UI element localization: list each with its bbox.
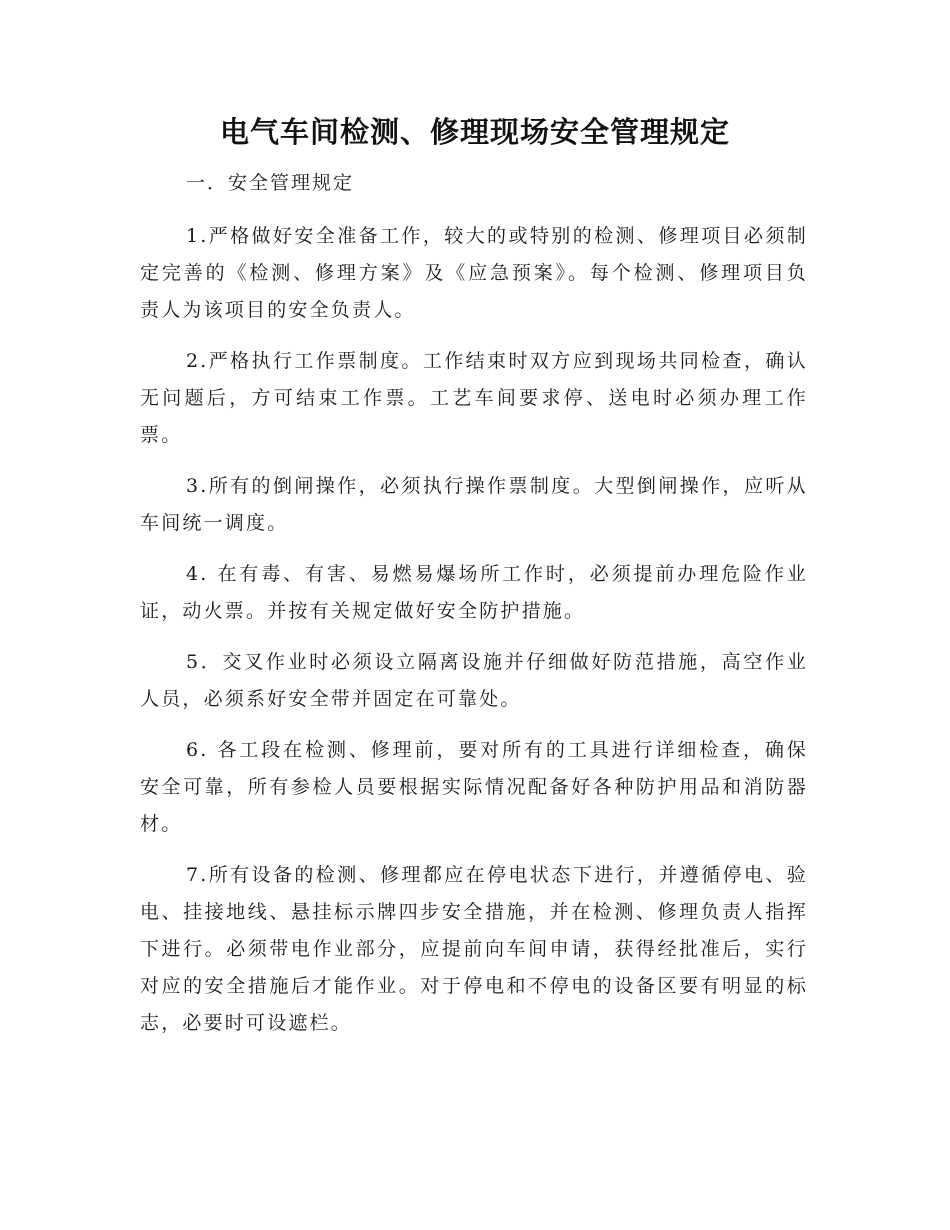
rule-paragraph-2: 2.严格执行工作票制度。工作结束时双方应到现场共同检查，确认无问题后，方可结束工作票。工艺车间要求停、送电时必须办理工作票。 xyxy=(140,350,808,446)
rule-paragraph-3: 3.所有的倒闸操作，必须执行操作票制度。大型倒闸操作，应听从车间统一调度。 xyxy=(140,475,808,534)
rule-paragraph-6: 6. 各工段在检测、修理前，要对所有的工具进行详细检查，确保安全可靠，所有参检人员要根据实际情况配备好各种防护用品和消防器材。 xyxy=(140,739,808,835)
rule-paragraph-7: 7.所有设备的检测、修理都应在停电状态下进行，并遵循停电、验电、挂接地线、悬挂标示牌四步安全措施，并在检测、修理负责人指挥下进行。必须带电作业部分，应提前向车间申请，获得经批准后，实行对应的安全措施后才能作业。对于停电和不停电的设备区要有明显的标志，必要时可设遮栏。 xyxy=(140,864,808,1034)
rule-paragraph-1: 1.严格做好安全准备工作，较大的或特别的检测、修理项目必须制定完善的《检测、修理方案》及《应急预案》。每个检测、修理项目负责人为该项目的安全负责人。 xyxy=(140,225,808,321)
rule-paragraph-5: 5．交叉作业时必须设立隔离设施并仔细做好防范措施，高空作业人员，必须系好安全带并固定在可靠处。 xyxy=(140,651,808,710)
document-title: 电气车间检测、修理现场安全管理规定 xyxy=(219,115,730,149)
document-body xyxy=(140,164,808,1042)
rule-paragraph-4: 4. 在有毒、有害、易燃易爆场所工作时，必须提前办理危险作业证，动火票。并按有关规定做好安全防护措施。 xyxy=(140,563,808,622)
section-heading: 一．安全管理规定 xyxy=(186,172,355,194)
